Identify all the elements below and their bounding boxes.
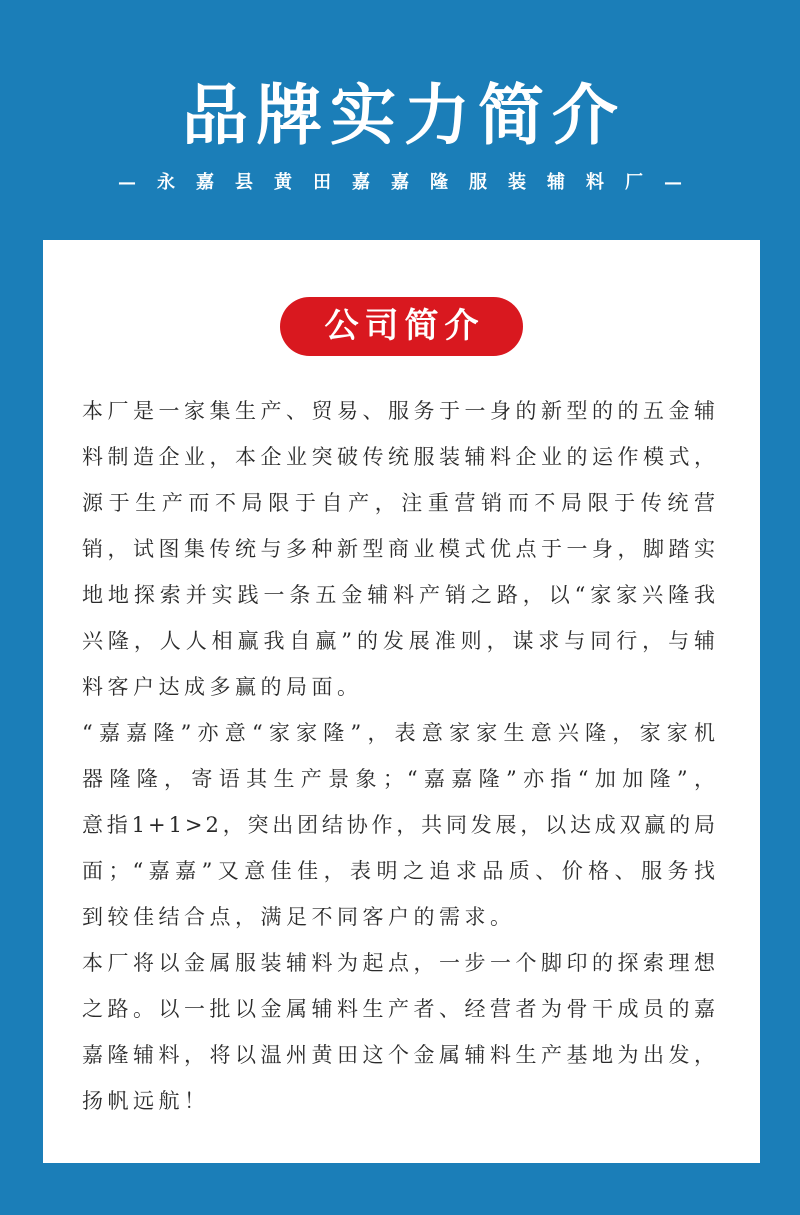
text-line: 本厂将以金属服装辅料为起点，一步一个脚印的探索理想 [82,951,718,975]
text-line: 料客户达成多赢的局面。 [82,675,363,699]
text-line: 扬帆远航！ [82,1089,210,1113]
text-line: 到较佳结合点，满足不同客户的需求。 [82,905,516,929]
text-line: 本厂是一家集生产、贸易、服务于一身的新型的的五金辅 [82,399,718,423]
text-line: 地地探索并实践一条五金辅料产销之路，以“家家兴隆我 [82,583,718,607]
text-line: 嘉隆辅料，将以温州黄田这个金属辅料生产基地为出发， [82,1043,718,1067]
paragraph [82,940,718,1124]
section-badge: 公司简介 [280,297,523,356]
paragraph [82,388,718,710]
text-line: 源于生产而不局限于自产，注重营销而不局限于传统营 [82,491,718,515]
text-line: 意指1+1>2，突出团结协作，共同发展，以达成双赢的局 [82,813,718,837]
text-line: 料制造企业，本企业突破传统服装辅料企业的运作模式， [82,445,718,469]
text-line: 兴隆，人人相赢我自赢”的发展准则，谋求与同行，与辅 [82,629,718,653]
paragraph [82,710,718,940]
text-line: “嘉嘉隆”亦意“家家隆”，表意家家生意兴隆，家家机 [82,721,718,745]
text-line: 之路。以一批以金属辅料生产者、经营者为骨干成员的嘉 [82,997,718,1021]
text-line: 器隆隆，寄语其生产景象；“嘉嘉隆”亦指“加加隆”， [82,767,718,791]
page-title: 品牌实力简介 [182,76,626,154]
text-line: 销，试图集传统与多种新型商业模式优点于一身，脚踏实 [82,537,718,561]
text-line: 面；“嘉嘉”又意佳佳，表明之追求品质、价格、服务找 [82,859,718,883]
intro-body-text [82,388,718,1124]
company-subtitle: —永嘉县黄田嘉嘉隆服装辅料厂— [118,172,703,193]
